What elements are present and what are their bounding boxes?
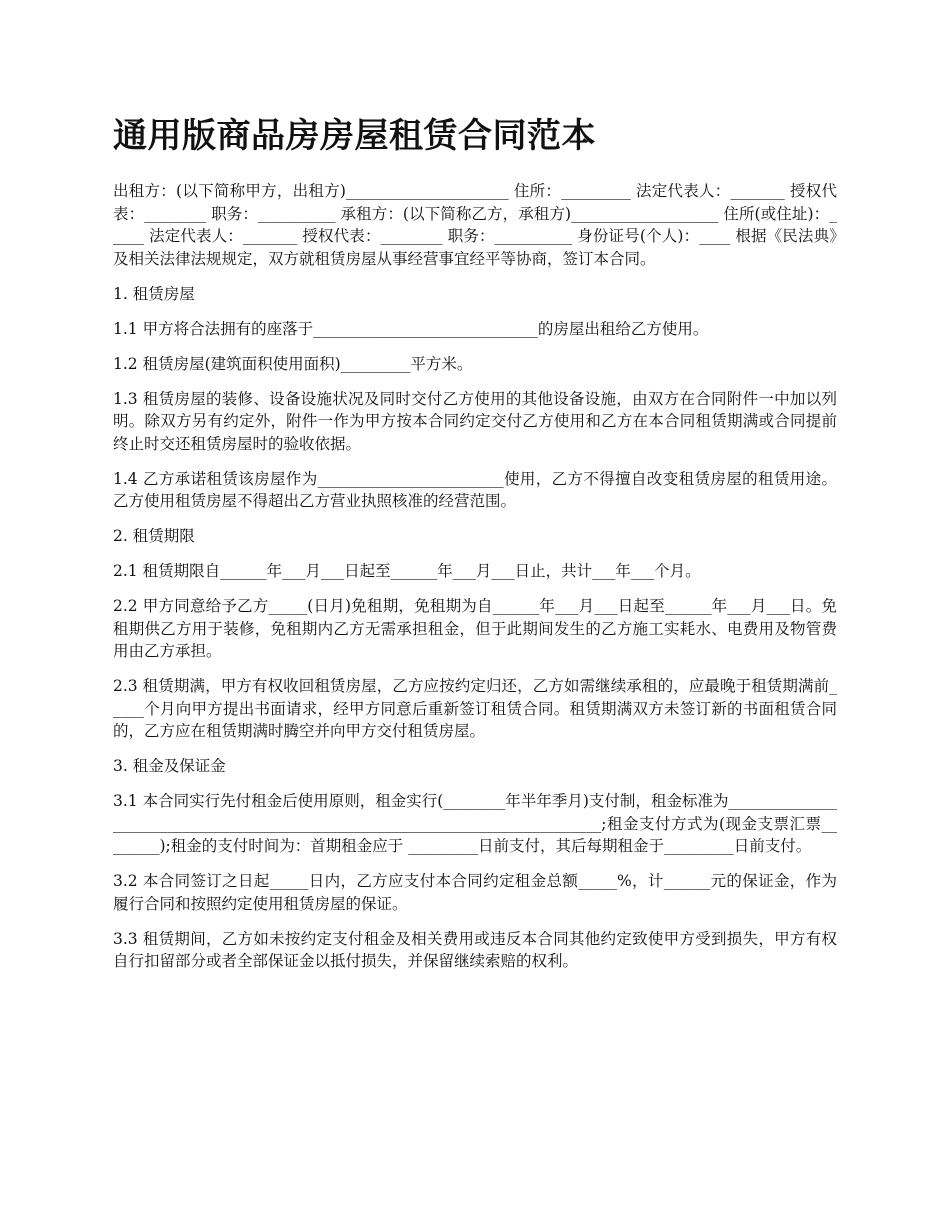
document-title: 通用版商品房房屋租赁合同范本: [113, 116, 596, 156]
section-heading-1: 1. 租赁房屋: [113, 284, 195, 303]
section-heading-2: 2. 租赁期限: [113, 527, 195, 545]
clause-2-2: 2.2 甲方同意给予乙方_____(日月)免租期，免租期为自______年___月___日起至______年___月___日。免租期供乙方用于装修，免租期内乙方无需承担租金，但于此期间发生的乙方施工实耗水、电费用及物管费用由乙方承担。: [113, 597, 837, 660]
clause-2-3: 2.3 租赁期满，甲方有权收回租赁房屋，乙方应按约定归还，乙方如需继续承租的，应最晚于租赁期满前_____个月向甲方提出书面请求，经甲方同意后重新签订租赁合同。租赁期满双方未签订新的书面租赁合同的，乙方应在租赁期满时腾空并向甲方交付租赁房屋。: [113, 677, 837, 740]
clause-3-3: 3.3 租赁期间，乙方如未按约定支付租金及相关费用或违反本合同其他约定致使甲方受到损失，甲方有权自行扣留部分或者全部保证金以抵付损失，并保留继续索赔的权利。: [113, 929, 837, 970]
clause-1-1: 1.1 甲方将合法拥有的座落于_____________________________的房屋出租给乙方使用。: [113, 319, 709, 338]
clause-3-2: 3.2 本合同签订之日起_____日内，乙方应支付本合同约定租金总额_____%，计______元的保证金，作为履行合同和按照约定使用租赁房屋的保证。: [113, 872, 837, 913]
document-page: [113, 110, 837, 985]
clause-1-2: 1.2 租赁房屋(建筑面积使用面积)_________平方米。: [113, 354, 473, 373]
clause-2-1: 2.1 租赁期限自______年___月___日起至______年___月___日止，共计___年___个月。: [113, 562, 701, 580]
section-heading-3: 3. 租金及保证金: [113, 757, 226, 775]
clause-3-1: 3.1 本合同实行先付租金后使用原则，租金实行(________年半年季月)支付制，租金标准为_____________________________________________________________________________;租金支付方式为(现金支票汇票________);租金的支付时间为：首期租金应于 _________日前支付，其后每期租金于_________日前支付。: [113, 792, 837, 855]
preamble-paragraph: 出租方：(以下简称甲方，出租方)_____________________ 住所：_________ 法定代表人：_______ 授权代表：________ 职务：__________ 承租方：(以下简称乙方，承租方)___________________ 住所(或住址)：_____ 法定代表人：_______ 授权代表：________ 职务：__________ 身份证号(个人)：____ 根据《民法典》及相关法律法规规定，双方就租赁房屋从事经营事宜经平等协商，签订本合同。: [113, 182, 837, 268]
clause-1-3: 1.3 租赁房屋的装修、设备设施状况及同时交付乙方使用的其他设备设施，由双方在合同附件一中加以列明。除双方另有约定外，附件一作为甲方按本合同约定交付乙方使用和乙方在本合同租赁期满或合同提前终止时交还租赁房屋时的验收依据。: [113, 389, 837, 453]
clause-1-4: 1.4 乙方承诺租赁该房屋作为________________________使用，乙方不得擅自改变租赁房屋的租赁用途。乙方使用租赁房屋不得超出乙方营业执照核准的经营范围。: [113, 469, 837, 510]
